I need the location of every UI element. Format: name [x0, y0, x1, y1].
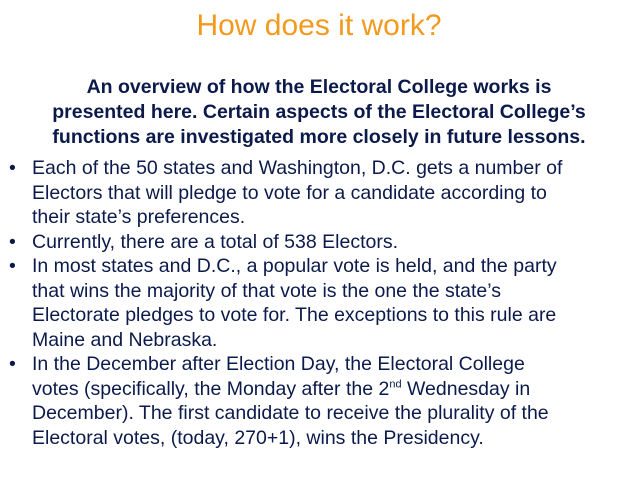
bullet-marker: •: [9, 230, 16, 253]
bullet-line: their state’s preferences.: [32, 206, 246, 228]
slide-subtitle: [10, 75, 628, 150]
bullet-item: [0, 156, 638, 230]
bullet-item: [0, 230, 638, 255]
subtitle-line: functions are investigated more closely in future lessons.: [52, 126, 586, 148]
bullet-line: Maine and Nebraska.: [32, 328, 218, 351]
bullet-line: Electors that will pledge to vote for a candidate according to: [32, 181, 547, 204]
bullet-line: Each of the 50 states and Washington, D.C. gets a number of: [32, 157, 563, 179]
bullet-item: [0, 254, 638, 352]
bullet-line-with-superscript: [32, 377, 638, 402]
bullet-list: [0, 156, 638, 450]
subtitle-line: An overview of how the Electoral College works is: [86, 76, 552, 98]
slide-title: How does it work?: [196, 9, 442, 42]
bullet-line-part: Wednesday in: [401, 377, 531, 400]
bullet-item: [0, 352, 638, 450]
bullet-line: In most states and D.C., a popular vote is held, and the party: [32, 255, 557, 277]
bullet-line-part: votes (specifically, the Monday after the 2: [32, 377, 390, 400]
bullet-line: Electoral votes, (today, 270+1), wins the Presidency.: [32, 426, 484, 449]
bullet-marker: •: [9, 255, 16, 277]
bullet-marker: •: [9, 157, 16, 179]
bullet-line: December). The first candidate to receive the plurality of the: [32, 402, 549, 424]
bullet-line: Currently, there are a total of 538 Electors.: [32, 230, 398, 253]
bullet-line: that wins the majority of that vote is the one the state’s: [32, 279, 501, 302]
bullet-line: Electorate pledges to vote for. The exceptions to this rule are: [32, 304, 557, 326]
bullet-marker: •: [9, 353, 16, 375]
subtitle-line: presented here. Certain aspects of the Electoral College’s: [52, 101, 586, 123]
ordinal-superscript: nd: [389, 378, 402, 390]
bullet-line: In the December after Election Day, the Electoral College: [32, 353, 525, 375]
